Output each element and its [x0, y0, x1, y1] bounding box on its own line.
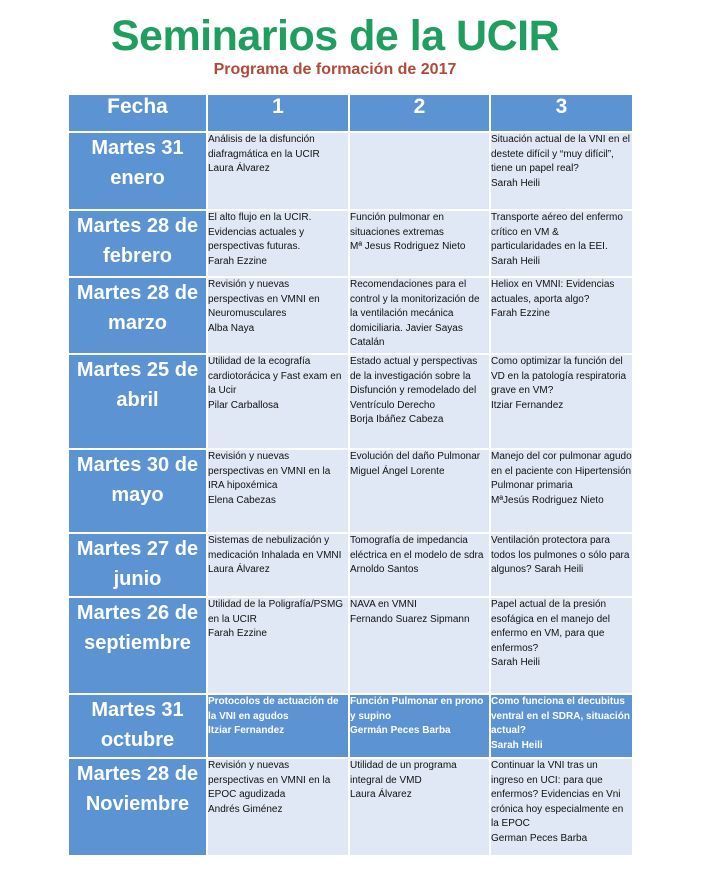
session-title: El alto flujo en la UCIR. Evidencias actuales y perspectivas futuras.: [208, 212, 312, 252]
session-cell-1: [207, 533, 349, 597]
session-cell-1: [207, 277, 349, 354]
session-cell-3: [490, 449, 633, 533]
date-line: Noviembre: [85, 793, 190, 815]
session-presenter: Borja Ibáñez Cabeza: [350, 414, 444, 425]
date-line: mayo: [111, 484, 164, 506]
date-line: enero: [110, 167, 165, 189]
session-title: Utilidad de un programa integral de VMD: [350, 760, 457, 786]
session-title: Como optimizar la función del VD en la patología respiratoria grave en VM?: [491, 356, 627, 396]
session-presenter: Sarah Heili: [491, 739, 543, 751]
session-cell-1: [207, 132, 349, 210]
session-title: Protocolos de actuación de la VNI en agudos: [208, 696, 339, 722]
session-title: NAVA en VMNI: [350, 599, 417, 610]
row-date: [68, 533, 207, 597]
table-row: [68, 694, 633, 758]
session-title: Situación actual de la VNI en el destete difícil y “muy difícil”, tiene un papel real?: [491, 134, 630, 174]
session-title: Papel actual de la presión esofágica en el manejo del enfermo en VM, para que enfermos?: [491, 599, 610, 654]
session-title: Análisis de la disfunción diafragmática en la UCIR: [208, 134, 320, 160]
page-title: Seminarios de la UCIR: [110, 12, 560, 60]
session-cell-2: [349, 694, 490, 758]
header-session-1: 1: [207, 94, 349, 132]
table-row: [68, 449, 633, 533]
session-title: Ventilación protectora para todos los pulmones o sólo para algunos? Sarah Heili: [491, 535, 630, 575]
session-cell-2: [349, 597, 490, 694]
session-title: Recomendaciones para el control y la monitorización de la ventilación mecánica domiciliaria. Javier Sayas Catalán: [350, 279, 480, 348]
row-date: [68, 277, 207, 354]
date-line: Martes 25 de: [76, 359, 199, 381]
session-presenter: Andrés Giménez: [208, 803, 283, 815]
session-title: Función Pulmonar en prono y supino: [350, 696, 484, 722]
row-date: [68, 354, 207, 449]
session-cell-3: [490, 132, 633, 210]
session-presenter: Laura Álvarez: [350, 789, 412, 800]
session-title: Sistemas de nebulización y medicación Inhalada en VMNI: [208, 535, 342, 561]
session-presenter: Arnoldo Santos: [350, 564, 419, 575]
row-date: [68, 597, 207, 694]
header-fecha: Fecha: [68, 94, 207, 132]
session-title: Utilidad de la Poligrafía/PSMG en la UCIR: [208, 599, 344, 625]
table-row: [68, 132, 633, 210]
date-line: Martes 28 de: [76, 215, 199, 237]
header-session-2: 2: [349, 94, 490, 132]
session-presenter: Fernando Suarez Sipmann: [350, 613, 470, 625]
session-cell-3: [490, 277, 633, 354]
session-title: Heliox en VMNI: Evidencias actuales, aporta algo?: [491, 279, 615, 305]
session-title: Utilidad de la ecografía cardiotorácica y Fast exam en la Ucir: [208, 356, 342, 396]
session-title: Revisión y nuevas perspectivas en VMNI en la EPOC agudizada: [208, 760, 331, 800]
session-cell-2: [349, 132, 490, 210]
session-cell-1: [207, 210, 349, 277]
header-session-3: 3: [490, 94, 633, 132]
row-date: [68, 694, 207, 758]
table-body: [68, 132, 633, 856]
session-cell-2: [349, 210, 490, 277]
session-title: Revisión y nuevas perspectivas en VMNI en Neuromusculares: [208, 279, 320, 319]
session-cell-3: [490, 210, 633, 277]
session-presenter: Itziar Fernandez: [491, 399, 564, 411]
row-date: [68, 449, 207, 533]
session-cell-1: [207, 449, 349, 533]
date-line: Martes 28 de: [76, 282, 199, 304]
session-cell-1: [207, 758, 349, 856]
table-row: [68, 597, 633, 694]
date-line: Martes 27 de: [76, 538, 199, 560]
session-presenter: Mª Jesus Rodriguez Nieto: [350, 241, 466, 252]
row-date: [68, 210, 207, 277]
session-presenter: Elena Cabezas: [208, 494, 276, 506]
seminar-schedule-table: [67, 93, 634, 857]
session-presenter: Farah Ezzine: [208, 255, 267, 267]
session-cell-1: [207, 694, 349, 758]
session-presenter: Laura Álvarez: [208, 163, 270, 174]
session-presenter: Farah Ezzine: [208, 628, 267, 639]
session-cell-2: [349, 758, 490, 856]
session-presenter: Pilar Carballosa: [208, 399, 279, 411]
page-subtitle: Programa de formación de 2017: [213, 61, 457, 78]
table-row: [68, 533, 633, 597]
session-presenter: Sarah Heili: [491, 255, 540, 267]
session-cell-3: [490, 694, 633, 758]
session-presenter: Germán Peces Barba: [350, 725, 451, 736]
session-title: Revisión y nuevas perspectivas en VMNI en la IRA hipoxémica: [208, 451, 331, 491]
session-presenter: Alba Naya: [208, 322, 255, 334]
session-presenter: Miguel Ángel Lorente: [350, 465, 445, 477]
row-date: [68, 758, 207, 856]
session-presenter: Sarah Heili: [491, 177, 540, 189]
session-cell-3: [490, 533, 633, 597]
session-title: Función pulmonar en situaciones extremas: [350, 212, 444, 238]
session-title: Transporte aéreo del enfermo crítico en VM & particularidades en la EEI.: [491, 212, 623, 252]
table-row: [68, 758, 633, 856]
date-line: febrero: [103, 245, 172, 267]
session-presenter: German Peces Barba: [491, 832, 588, 844]
date-line: Martes 31: [91, 137, 184, 159]
session-presenter: Sarah Heili: [491, 657, 540, 668]
date-line: septiembre: [84, 632, 191, 654]
session-presenter: Itziar Fernandez: [208, 725, 285, 736]
session-title: Manejo del cor pulmonar agudo en el paciente con Hipertensión Pulmonar primaria: [491, 451, 632, 491]
session-cell-2: [349, 354, 490, 449]
session-title: Estado actual y perspectivas de la investigación sobre la Disfunción y remodelado del Ventrículo Derecho: [350, 356, 478, 411]
date-line: abril: [116, 389, 159, 411]
session-title: Evolución del daño Pulmonar: [350, 451, 481, 462]
session-title: Como funciona el decubitus ventral en el SDRA, situación actual?: [491, 696, 630, 736]
table-header-row: [68, 94, 633, 132]
session-presenter: MªJesús Rodriguez Nieto: [491, 494, 604, 506]
session-presenter: Farah Ezzine: [491, 308, 550, 319]
session-cell-1: [207, 354, 349, 449]
session-cell-3: [490, 597, 633, 694]
date-line: Martes 31: [91, 699, 184, 721]
date-line: Martes 30 de: [76, 454, 199, 476]
session-cell-2: [349, 449, 490, 533]
date-line: junio: [113, 568, 162, 590]
date-line: Martes 28 de: [76, 763, 199, 785]
row-date: [68, 132, 207, 210]
table-row: [68, 354, 633, 449]
session-presenter: Laura Álvarez: [208, 564, 270, 575]
session-title: Tomografía de impedancia eléctrica en el modelo de sdra: [350, 535, 484, 561]
date-line: marzo: [108, 312, 167, 334]
table-row: [68, 277, 633, 354]
table-row: [68, 210, 633, 277]
session-cell-2: [349, 533, 490, 597]
session-title: Continuar la VNI tras un ingreso en UCI: para que enfermos? Evidencias en Vni crónica hoy especialmente en la EPOC: [491, 760, 624, 829]
session-cell-3: [490, 354, 633, 449]
session-cell-1: [207, 597, 349, 694]
date-line: Martes 26 de: [76, 602, 199, 624]
session-cell-3: [490, 758, 633, 856]
date-line: octubre: [100, 729, 175, 751]
session-cell-2: [349, 277, 490, 354]
